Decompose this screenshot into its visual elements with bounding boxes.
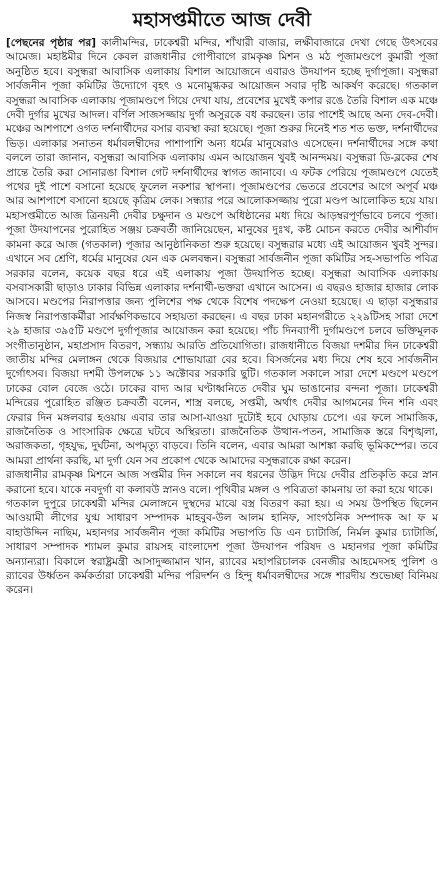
article-paragraph-1 xyxy=(6,36,438,468)
article-body xyxy=(6,36,438,598)
continued-from-label: [পেছনের পৃষ্ঠার পর] xyxy=(6,37,96,49)
article-headline: মহাসপ্তমীতে আজ দেবী xyxy=(132,9,312,31)
article-paragraph-2: রাজধানীর রামকৃষ্ণ মিশনে আজ সপ্তমীর দিন সকালে নব ধরনের উদ্ভিদ দিয়ে দেবীর প্রতিকৃতি করে স্নান করানো হবে। যাকে নবদুর্গা বা কলাবউ স্নানও বলে। পৃথিবীর মঙ্গল ও পবিত্রতা কামনায় তা করা হয়ে থাকে। xyxy=(6,469,438,496)
article-paragraph-3: গতকাল দুপুরে ঢাকেশ্বরী মন্দির মেলাঙ্গনে দুস্থদের মাঝে বস্ত্র বিতরণ করা হয়। এ সময় উপস্থিত ছিলেন আওয়ামী লীগের যুগ্ম সাধারণ সম্পাদক মাহবুব-উল আলম হানিফ, সাংগঠনিক সম্পাদক আ ফ ম বাহাউদ্দিন নাছিম, মহানগর সার্বজনীন পূজা কমিটির সভাপতি ডি এন চ্যাটার্জি, নির্মল কুমার চ্যাটার্জি, সাধারণ সম্পাদক শ্যামল কুমার রায়সহ বাংলাদেশ পূজা উদযাপন পরিষদ ও মহানগর পূজা কমিটির অন্যান্যরা। বিকালে স্বরাষ্ট্রমন্ত্রী আসাদুজ্জামান খান, র‌্যাবের মহাপরিচালক বেনজীর আহমেদসহ পুলিশ ও র‌্যাবের উর্ধ্বতন কর্মকর্তারা ঢাকেশ্বরী মন্দির পরিদর্শন ও হিন্দু ধর্মাবলম্বীদের সঙ্গে শারদীয় শুভেচ্ছা বিনিময় করেন। xyxy=(6,498,438,597)
paragraph-text: কালীমন্দির, ঢাকেশ্বরী মন্দির, শাঁখারী বাজার, লক্ষীবাজারে দেখা গেছে উৎসবের আমেজ। মহাষ্টমীর দিনে কেবল রাজধানীর গোপীবাগে রামকৃষ্ণ মিশন ও মঠ পূজামণ্ডপে কুমারী পূজা অনুষ্ঠিত হবে। বসুন্ধরা আবাসিক এলাকায় বিশাল আয়োজনে এবারও উদযাপন হচ্ছে দুর্গাপূজা। বসুন্ধরা সার্বজনীন পূজা কমিটির উদ্যোগে বৃহৎ ও মনোমুগ্ধকর আয়োজন সবার দৃষ্টি আকর্ষণ করেছে। গতকাল বসুন্ধরা আবাসিক এলাকায় পূজামণ্ডপে গিয়ে দেখা যায়, প্রবেশের মুখেই কপার রঙে তৈরি বিশাল এক মঞ্চে দেবী দুর্গার মুখের আদল। বর্ণিল সাজসজ্জায় দুর্গা অসুরকে বধ করছেন। তার পাশেই আছে অন্য দেব-দেবী। মঞ্চের আশপাশে ওগত দর্শনার্থীদের বসার ব্যবস্থা করা হয়েছে। পূজা শুরুর দিনেই শত শত ভক্ত, দর্শনার্থীদের ভিড়। এলাকার সনাতন ধর্মাবলম্বীদের পাশাপাশি অন্য ধর্মের মানুষেরাও এসেছেন। দর্শনার্থীদের সঙ্গে কথা বললে তারা জানান, বসুন্ধরা আবাসিক এলাকায় এমন আয়োজন খুবই আনন্দময়। বসুন্ধরা ডি-ব্লকের শেষ প্রান্তে তৈরি করা সোনারঙা বিশাল গেট দর্শনার্থীদের স্বাগত জানাবে। এ ফটক পেরিয়ে পূজামণ্ডপে যেতেই পথের দুই পাশে বসানো হয়েছে ফুলেল নকশার স্থাপনা। পূজামণ্ডপের ভেতরে প্রবেশের আগে অপূর্ব মঞ্চ আর আশপাশে বসানো হয়েছে কৃত্রিম লেক। সন্ধ্যার পরে আলোকসজ্জায় পুরো মণ্ডপ আলোকিত হয়ে যায়। মহাসপ্তমীতে আজ ত্রিনয়নী দেবীর চক্ষুদান ও মণ্ডপে অধিষ্ঠানের মধ্য দিয়ে আড়ম্বরপূর্ণভাবে চলবে পূজা। পূজা উদযাপনের পুরোহিত সঞ্জয় চক্রবর্তী জানিয়েছেন, মানুষের দুঃখ, কষ্ট মোচন করতে দেবীর আশীর্বাদ কামনা করে আজ (গতকাল) পূজার আনুষ্ঠানিকতা শুরু হয়েছে। বসুন্ধরার মধ্যে এই আয়োজন খুবই সুন্দর। এখানে সব শ্রেণি, ধর্মের মানুষের যেন এক মেলবন্ধন। বসুন্ধরা সার্বজনীন পূজা কমিটির সহ-সভাপতি পবিত্র সরকার বলেন, কয়েক বছর ধরে এই এলাকায় পূজা উদযাপিত হচ্ছে। বসুন্ধরা আবাসিক এলাকায় বসবাসকারী ছাড়াও ঢাকার বিভিন্ন এলাকার দর্শনার্থী-ভক্তরা এখানে আসেন। এ বছরও হাজার হাজার লোক আসবে। মণ্ডপের নিরাপত্তার জন্য পুলিশের পক্ষ থেকে বিশেষ পদক্ষেপ নেওয়া হয়েছে। এ ছাড়া বসুন্ধরার নিজস্ব নিরাপত্তাকর্মীরা সার্বক্ষণিকভাবে সহায়তা করছেন। এ বছর ঢাকা মহানগরীতে ২২৯টিসহ সারা দেশে ২৯ হাজার ৩৯৫টি মণ্ডপে দুর্গাপূজার আয়োজন করা হয়েছে। পাঁচ দিনব্যাপী দুর্গামণ্ডপে চলবে ভক্তিমূলক সংগীতানুষ্ঠান, মহাপ্রসাদ বিতরণ, সন্ধ্যায় আরতি প্রতিযোগিতা। রাজধানীতে বিজয়া দশমীর দিন ঢাকেশ্বরী জাতীয় মন্দির মেলাঙ্গন থেকে বিজয়ার শোভাযাত্রা বের হবে। বিসর্জনের মধ্য দিয়ে শেষ হবে সার্বজনীন দুর্গোৎসব। বিজয়া দশমী উপলক্ষে ১১ অক্টোবর সরকারি ছুটি। গতকাল সকালে সারা দেশে মণ্ডপে মণ্ডপে ঢাকের বোল বেজে ওঠে। ঢাকের বাদ্য আর ঘণ্টাধ্বনিতে দেবীর ঘুম ভাঙানোর বন্দনা পূজা। ঢাকেশ্বরী মন্দিরের পুরোহিত রঞ্জিত চক্রবর্তী বলেন, শাস্ত্র বলছে, সপ্তমী, অর্থাৎ দেবীর আগমনের দিন শনি এবং ফেরার দিন মঙ্গলবার হওয়ায় এবার তার আসা-যাওয়া দুটোই হবে ঘোড়ায় চেপে। এর ফলে সামাজিক, রাজনৈতিক ও সাংসারিক ক্ষেত্রে ঘটবে অস্থিরতা। রাজনৈতিক উত্থান-পতন, সামাজিক স্তরে বিশৃঙ্খলা, অরাজকতা, গৃহযুদ্ধ, দুর্ঘটনা, অপমৃত্যু বাড়বে। তিনি বলেন, এবার আমরা আশঙ্কা করছি ভূমিকম্পের। তবে আমরা প্রার্থনা করছি, মা দুর্গা যেন সব প্রকোপ থেকে আমাদের বসুন্ধরাকে রক্ষা করেন। xyxy=(6,37,439,467)
